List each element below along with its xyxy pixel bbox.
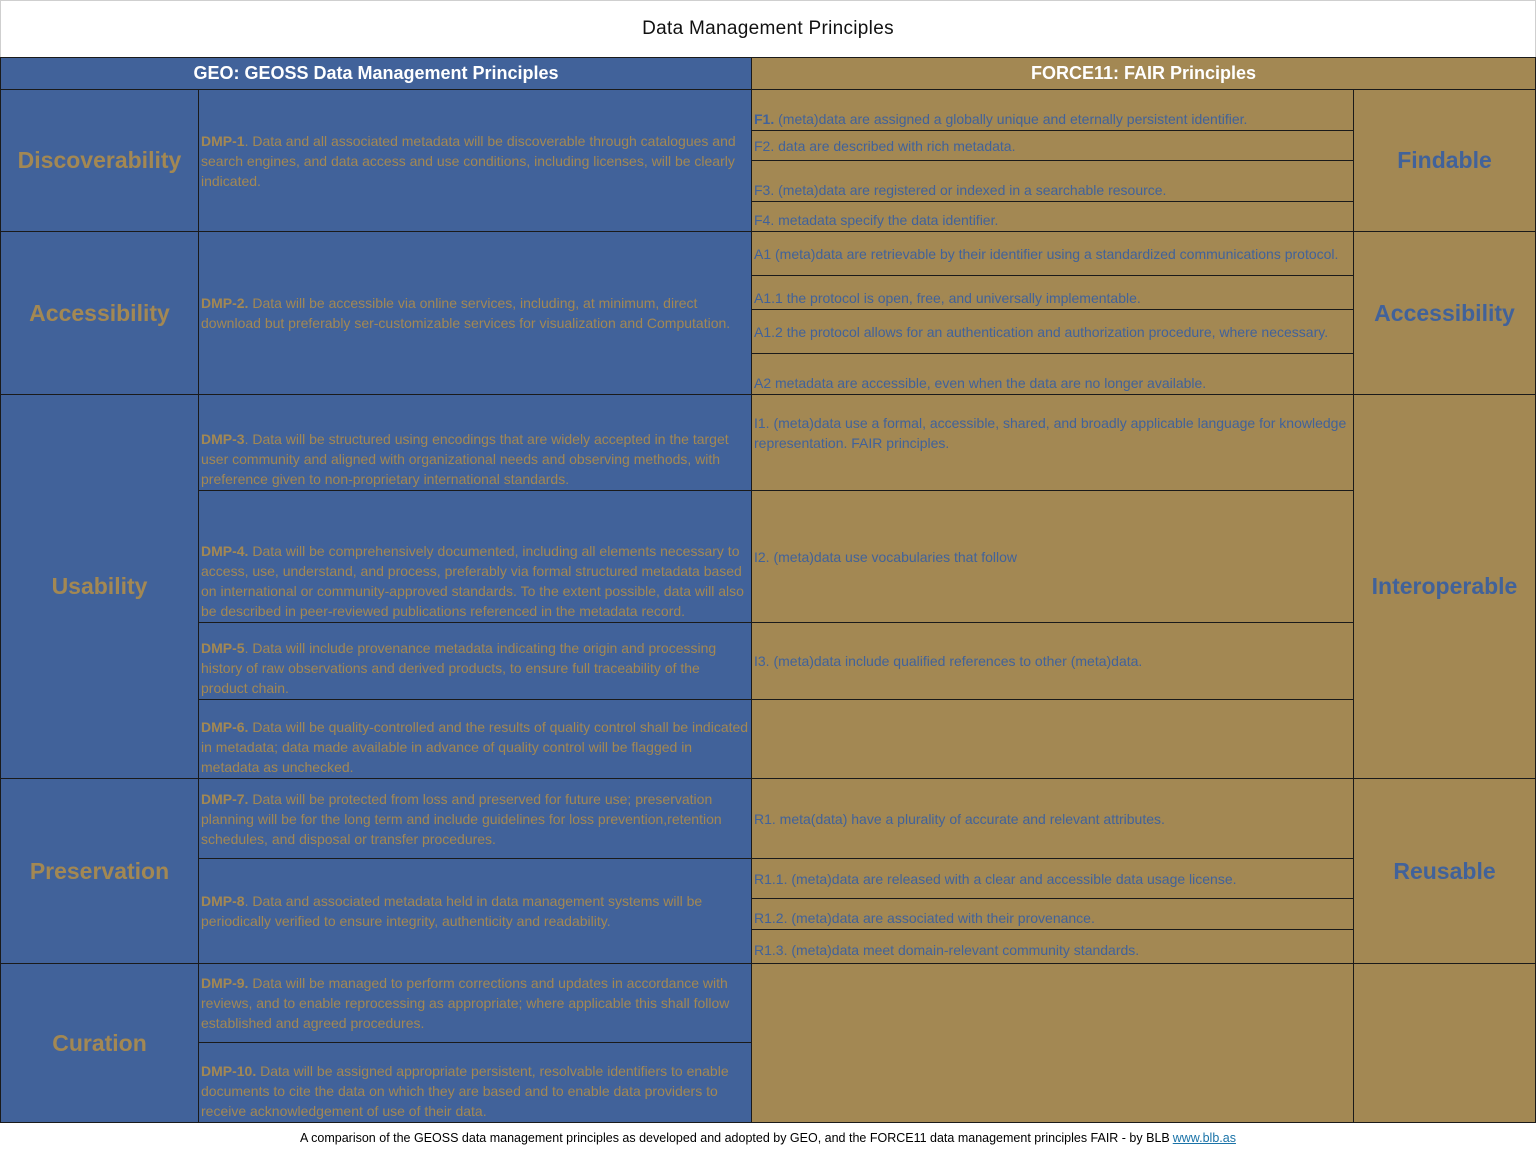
fair-f1-cell: F1. (meta)data are assigned a globally unique and eternally persistent identifier. <box>751 89 1354 131</box>
fair-category-empty <box>1353 963 1536 1123</box>
fair-category-accessibility: Accessibility <box>1353 231 1536 395</box>
dmp-label: DMP-2. <box>201 295 249 311</box>
dmp-label: DMP-7. <box>201 790 249 807</box>
dmp-text: Data will be comprehensively documented, including all elements necessary to access, use, understand, and process, preferably via formal structured metadata based on international or community-approved standards. To the extent possible, data will also be described in peer-reviewed publications referenced in the metadata record. <box>201 543 744 619</box>
dmp-8-cell: DMP-8. Data and associated metadata held in data management systems will be periodically verified to ensure integrity, authenticity and readability. <box>198 858 752 964</box>
footer-link[interactable]: www.blb.as <box>1172 1130 1236 1145</box>
fair-a1-1-cell: A1.1 the protocol is open, free, and universally implementable. <box>751 275 1354 310</box>
dmp-label: DMP-3 <box>201 431 245 447</box>
geo-category-curation: Curation <box>0 963 199 1123</box>
geo-category-usability: Usability <box>0 394 199 779</box>
dmp-text: Data will be structured using encodings that are widely accepted in the target user community and aligned with organizational needs and observing methods, with preference given to non-proprietary international standards. <box>201 431 729 487</box>
dmp-text: Data will be accessible via online services, including, at minimum, direct download but preferably ser-customizable services for visualization and Computation. <box>201 295 731 331</box>
dmp-text: Data will be managed to perform corrections and updates in accordance with reviews, and to enable reprocessing as appropriate; where applicable this shall follow established and agreed procedures. <box>201 975 730 1031</box>
dmp-1-cell: DMP-1. Data and all associated metadata will be discoverable through catalogues and search engines, and data access and use conditions, including licenses, will be clearly indicated. <box>198 89 752 232</box>
fair-r1-2-cell: R1.2. (meta)data are associated with their provenance. <box>751 898 1354 930</box>
fair-f3-cell: F3. (meta)data are registered or indexed in a searchable resource. <box>751 160 1354 202</box>
dmp-text: Data will include provenance metadata indicating the origin and processing history of raw observations and derived products, to ensure full traceability of the product chain. <box>201 640 717 696</box>
page-title: Data Management Principles <box>0 0 1536 57</box>
dmp-6-cell <box>198 699 752 779</box>
fair-f2-cell: F2. data are described with rich metadata. <box>751 130 1354 161</box>
dmp-label: DMP-10. <box>201 1063 257 1079</box>
fair-i2-cell: I2. (meta)data use vocabularies that follow <box>751 490 1354 623</box>
fair-category-findable: Findable <box>1353 89 1536 232</box>
dmp-text: Data and all associated metadata will be discoverable through catalogues and search engines, and data access and use conditions, including licenses, will be clearly indicated. <box>201 132 736 189</box>
fair-a1-cell: A1 (meta)data are retrievable by their identifier using a standardized communications protocol. <box>751 231 1354 276</box>
dmp-5-cell: DMP-5. Data will include provenance metadata indicating the origin and processing history of raw observations and derived products, to ensure full traceability of the product chain. <box>198 622 752 700</box>
dmp-label: DMP-8 <box>201 893 245 909</box>
dmp-9-cell <box>198 963 752 1043</box>
geo-category-discoverability: Discoverability <box>0 89 199 232</box>
fair-i1-cell: I1. (meta)data use a formal, accessible, shared, and broadly applicable language for knowledge representation. FAIR principles. <box>751 394 1354 491</box>
dmp-text: Data and associated metadata held in data management systems will be periodically verified to ensure integrity, authenticity and readability. <box>201 893 703 929</box>
dmp-label: DMP-6. <box>201 719 249 735</box>
dmp-text: Data will be protected from loss and preserved for future use; preservation planning will be for the long term and include guidelines for loss prevention,retention schedules, and disposal or transfer procedures. <box>201 790 722 847</box>
fair-r1-cell: R1. meta(data) have a plurality of accurate and relevant attributes. <box>751 778 1354 859</box>
fair-a1-2-cell: A1.2 the protocol allows for an authentication and authorization procedure, where necessary. <box>751 309 1354 354</box>
footer-text: A comparison of the GEOSS data management principles as developed and adopted by GEO, and the FORCE11 data management principles FAIR - by BLB <box>300 1130 1170 1145</box>
fair-a2-cell: A2 metadata are accessible, even when the data are no longer available. <box>751 353 1354 395</box>
dmp-label: DMP-9. <box>201 975 249 991</box>
geo-category-accessibility: Accessibility <box>0 231 199 395</box>
dmp-10-cell <box>198 1042 752 1123</box>
fair-r1-3-cell: R1.3. (meta)data meet domain-relevant community standards. <box>751 929 1354 964</box>
dmp-label: DMP-1 <box>201 132 245 149</box>
geo-category-preservation: Preservation <box>0 778 199 964</box>
fair-label: F1. <box>754 111 775 127</box>
fair-category-reusable: Reusable <box>1353 778 1536 964</box>
geo-header: GEO: GEOSS Data Management Principles <box>0 57 752 90</box>
dmp-text: Data will be assigned appropriate persistent, resolvable identifiers to enable documents to cite the data on which they are based and to enable data providers to receive acknowledgement of use of their data. <box>201 1063 729 1119</box>
dmp-text: Data will be quality-controlled and the results of quality control shall be indicated in metadata; data made available in advance of quality control will be flagged in metadata as unchecked. <box>201 719 749 775</box>
dmp-4-cell <box>198 490 752 623</box>
fair-r1-1-cell: R1.1. (meta)data are released with a clear and accessible data usage license. <box>751 858 1354 899</box>
fair-i3-cell: I3. (meta)data include qualified references to other (meta)data. <box>751 622 1354 700</box>
footer <box>0 1123 1536 1152</box>
fair-f4-cell: F4. metadata specify the data identifier. <box>751 201 1354 232</box>
dmp-label: DMP-5 <box>201 640 245 656</box>
dmp-7-cell <box>198 778 752 859</box>
fair-empty-cell <box>751 699 1354 779</box>
dmp-2-cell <box>198 231 752 395</box>
fair-header: FORCE11: FAIR Principles <box>751 57 1536 90</box>
dmp-3-cell: DMP-3. Data will be structured using encodings that are widely accepted in the target user community and aligned with organizational needs and observing methods, with preference given to non-proprietary international standards. <box>198 394 752 491</box>
fair-category-interoperable: Interoperable <box>1353 394 1536 779</box>
fair-curation-empty-cell <box>751 963 1354 1123</box>
dmp-label: DMP-4. <box>201 543 249 559</box>
